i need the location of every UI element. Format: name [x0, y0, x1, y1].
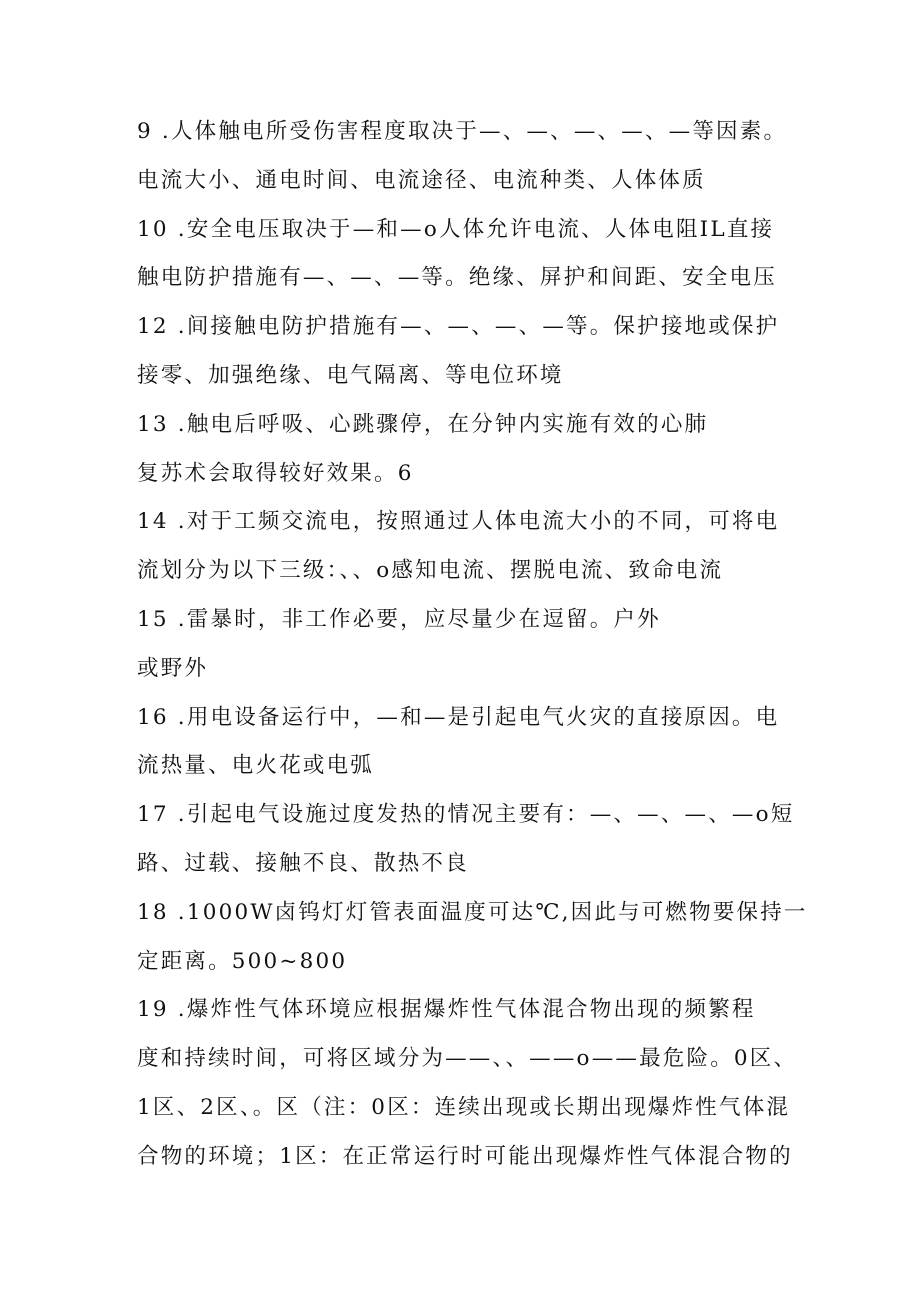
text-line-q17: 17 .引起电气设施过度发热的情况主要有：—、—、—、—o短: [137, 802, 795, 828]
text-line-q17-answer: 路、过载、接触不良、散热不良: [137, 850, 469, 876]
text-line-q18-answer: 定距离。500~800: [137, 948, 348, 974]
text-line-q19: 19 .爆炸性气体环境应根据爆炸性气体混合物出现的频繁程: [137, 997, 756, 1023]
text-line-q10: 10 .安全电压取决于—和—o人体允许电流、人体电阻IL直接: [137, 216, 775, 242]
text-line-q15: 15 .雷暴时，非工作必要，应尽量少在逗留。户外: [137, 606, 661, 632]
text-line-q11: 触电防护措施有—、—、—等。绝缘、屏护和间距、安全电压: [137, 265, 777, 291]
text-line-q12-answer: 接零、加强绝缘、电气隔离、等电位环境: [137, 362, 564, 388]
text-line-q19-cont-3: 合物的环境；1区：在正常运行时可能出现爆炸性气体混合物的: [137, 1143, 793, 1169]
text-line-q9: 9 .人体触电所受伤害程度取决于—、—、—、—、—等因素。: [137, 119, 788, 144]
text-line-q15-answer: 或野外: [137, 655, 209, 681]
text-line-q19-cont-2: 1区、2区、。区（注：0区：连续出现或长期出现爆炸性气体混: [137, 1094, 791, 1120]
text-line-q9-answer: 电流大小、通电时间、电流途径、电流种类、人体体质: [137, 167, 706, 193]
text-line-q12: 12 .间接触电防护措施有—、—、—、—等。保护接地或保护: [137, 314, 780, 340]
text-line-q14: 14 .对于工频交流电，按照通过人体电流大小的不同，可将电: [137, 509, 780, 535]
document-body: [137, 108, 837, 1182]
text-line-q19-cont-1: 度和持续时间，可将区域分为——、、——o——最危险。0区、: [137, 1046, 798, 1072]
text-line-q13: 13 .触电后呼吸、心跳骤停，在分钟内实施有效的心肺: [137, 411, 709, 437]
text-line-q14-answer: 流划分为以下三级：、、o感知电流、摆脱电流、致命电流: [137, 558, 724, 584]
text-line-q13-answer: 复苏术会取得较好效果。6: [137, 460, 414, 486]
text-line-q16: 16 .用电设备运行中，—和—是引起电气火灾的直接原因。电: [137, 704, 780, 730]
text-line-q16-answer: 流热量、电火花或电弧: [137, 753, 375, 779]
text-line-q18: 18 .1000W卤钨灯灯管表面温度可达℃,因此与可燃物要保持一: [137, 899, 808, 925]
